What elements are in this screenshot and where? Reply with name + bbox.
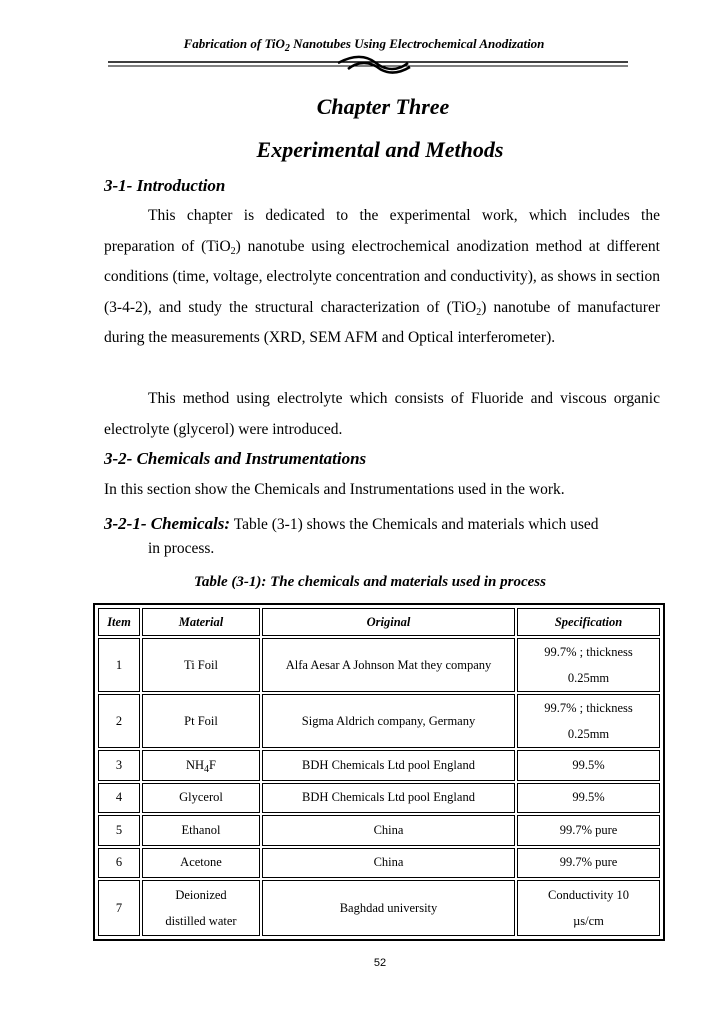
header-material: Material <box>142 608 260 636</box>
section-heading-chemicals-instrumentations: 3-2- Chemicals and Instrumentations <box>104 449 367 468</box>
table-row: 5 Ethanol China 99.7% pure <box>98 815 660 846</box>
table-header-row <box>98 608 660 636</box>
table-row: 3 $NH_4F$ BDH Chemicals Ltd pool England 99.5% <box>98 750 660 781</box>
chemicals-paragraph: 3-2-1- Chemicals: Table (3-1) shows the Chemicals and materials which used <box>104 514 599 533</box>
chemicals-table <box>93 603 665 941</box>
table-caption: Table (3-1): The chemicals and materials used in process <box>194 574 546 590</box>
header-original: Original <box>262 608 515 636</box>
chemicals-label: 3-2-1- Chemicals: <box>104 514 231 533</box>
header-specification: Specification <box>517 608 660 636</box>
chem-instr-paragraph: In this section show the Chemicals and Instrumentations used in the work. <box>104 481 565 498</box>
table-row: 7 Deionized distilled water Baghdad university Conductivity 10 µs/cm <box>98 880 660 936</box>
table-row: 6 Acetone China 99.7% pure <box>98 848 660 879</box>
header-item: Item <box>98 608 140 636</box>
intro-paragraph-1: This chapter is dedicated to the experimental work, which includes the preparation of (TiO$_2$) nanotube using electrochemical anodization method at different conditions (time, voltage, electrolyte concentration and conductivity), as shows in section (3-4-2), and study the structural characterization of (TiO$_2$) nanotube of manufacturer during the measurements (XRD, SEM AFM and Optical interferometer). <box>104 207 660 346</box>
running-head: Fabrication of TiO$_2$ Nanotubes Using Electrochemical Anodization <box>183 36 545 54</box>
chemicals-paragraph-cont: in process. <box>148 540 215 557</box>
chapter-title: Chapter Three <box>316 94 450 119</box>
chapter-subtitle: Experimental and Methods <box>256 137 504 162</box>
table-row: 1 Ti Foil Alfa Aesar A Johnson Mat they company 99.7% ; thickness 0.25mm <box>98 638 660 692</box>
intro-paragraph-2: This method using electrolyte which consists of Fluoride and viscous organic electrolyte (glycerol) were introduced. <box>104 390 660 438</box>
page-number: 52 <box>373 957 387 969</box>
table-row: 4 Glycerol BDH Chemicals Ltd pool England 99.5% <box>98 783 660 814</box>
header-ornament-rule <box>108 55 628 75</box>
section-heading-introduction: 3-1- Introduction <box>104 176 226 195</box>
table-row: 2 Pt Foil Sigma Aldrich company, Germany 99.7% ; thickness 0.25mm <box>98 694 660 748</box>
